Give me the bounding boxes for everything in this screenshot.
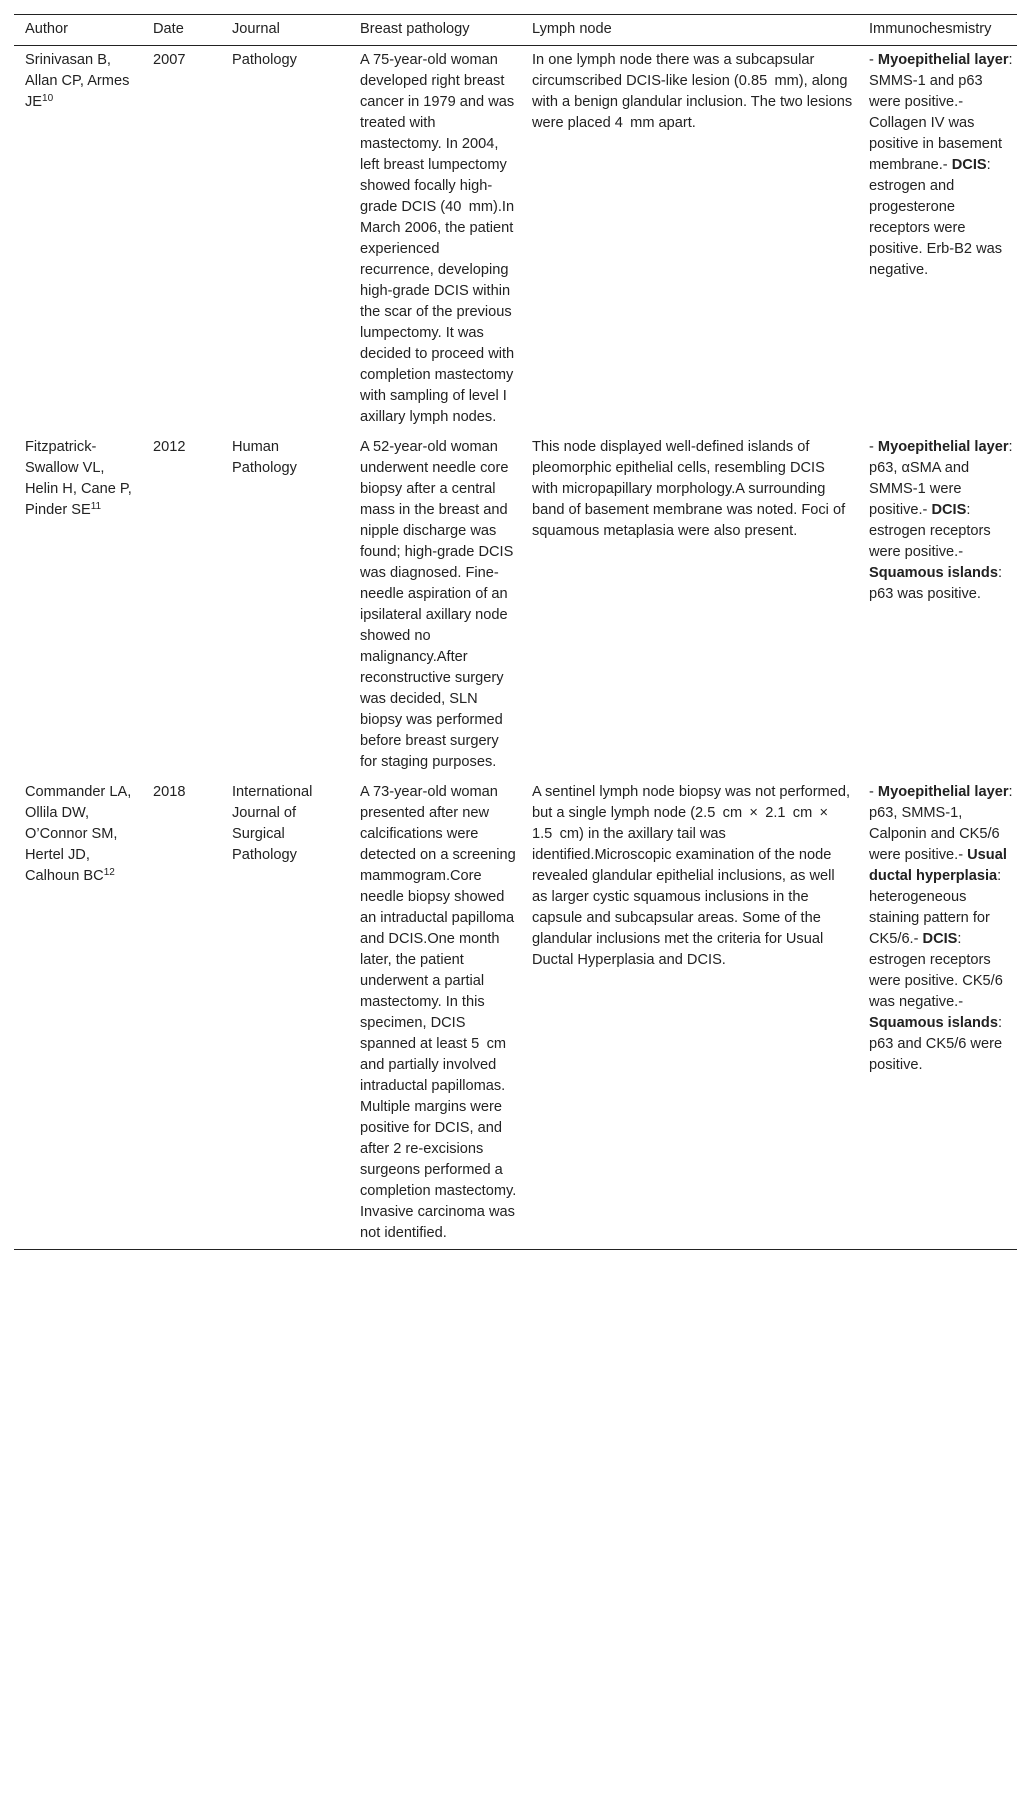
marker-label: Squamous islands (869, 1015, 998, 1031)
table-row (14, 778, 1017, 1250)
marker-label: Myoepithelial layer (877, 52, 1009, 68)
marker-text: : p63 and CK5/6 were positive. (869, 1015, 1003, 1073)
marker-label: Usual ductal hyperplasia (869, 847, 1007, 884)
marker-text: : SMMS-1 and p63 were positive.- Collagen IV was positive in basement membrane.- (869, 52, 1013, 173)
marker-label: Squamous islands (869, 565, 998, 581)
cell-journal: Pathology (232, 52, 297, 68)
header-breast-pathology: Breast pathology (349, 15, 521, 46)
marker-text: : estrogen receptors were positive. CK5/6 was negative.- (869, 931, 1003, 1010)
marker-text: : p63, αSMA and SMMS-1 were positive.- (869, 439, 1013, 518)
author-names: Srinivasan B, Allan CP, Armes JE (25, 52, 130, 110)
literature-table-container (14, 14, 1017, 1250)
marker-text: : estrogen receptors were positive.- (869, 502, 991, 560)
cell-breast-pathology: A 52-year-old woman underwent needle core biopsy after a central mass in the breast and nipple discharge was found; high-grade DCIS was diagnosed. Fine-needle aspiration of an ipsilateral axillary node showed no malignancy.After reconstructive surgery was decided, SLN biopsy was performed before breast surgery for staging purposes. (360, 439, 514, 770)
cell-author (14, 433, 142, 778)
reference-number: 10 (42, 93, 54, 104)
cell-author (14, 778, 142, 1250)
cell-breast-pathology: A 75-year-old woman developed right breast cancer in 1979 and was treated with mastectomy. In 2004, left breast lumpectomy showed focally high-grade DCIS (40 mm).In March 2006, the patient experienced recurrence, developing high-grade DCIS within the scar of the previous lumpectomy. It was decided to proceed with completion mastectomy with sampling of level I axillary lymph nodes. (360, 52, 515, 425)
cell-lymph-node: In one lymph node there was a subcapsular circumscribed DCIS-like lesion (0.85 mm), along with a benign glandular inclusion. The two lesions were placed 4 mm apart. (532, 52, 853, 131)
cell-immunochemistry: - Myoepithelial layer: p63, SMMS-1, Calponin and CK5/6 were positive.- Usual ductal hyperplasia: heterogeneous staining pattern for CK5/6.- DCIS: estrogen receptors were positive. CK5/6 was negative.- Squamous islands: p63 and CK5/6 were positive. (858, 778, 1017, 1250)
cell-lymph-node: This node displayed well-defined islands of pleomorphic epithelial cells, resembling DCIS with micropapillary morphology.A surrounding band of basement membrane was noted. Foci of squamous metaplasia were also present. (532, 439, 846, 539)
header-lymph-node: Lymph node (521, 15, 858, 46)
header-row (14, 15, 1017, 46)
table-row (14, 46, 1017, 434)
marker-text: : estrogen and progesterone receptors were positive. Erb-B2 was negative. (869, 157, 1003, 278)
header-date: Date (142, 15, 221, 46)
header-author: Author (14, 15, 142, 46)
literature-review-table (14, 14, 1017, 1250)
author-names: Commander LA, Ollila DW, O’Connor SM, Hertel JD, Calhoun BC (25, 784, 132, 884)
marker-label: DCIS (951, 157, 987, 173)
marker-text: : p63, SMMS-1, Calponin and CK5/6 were positive.- (869, 784, 1013, 863)
header-immunochemistry: Immunochesmistry (858, 15, 1017, 46)
cell-journal: International Journal of Surgical Pathology (221, 778, 349, 1250)
cell-author (14, 46, 142, 434)
cell-journal: Human Pathology (232, 439, 297, 476)
marker-text: : heterogeneous staining pattern for CK5/6.- (869, 868, 1002, 947)
table-header (14, 15, 1017, 46)
cell-date: 2007 (153, 52, 186, 68)
marker-text: : p63 was positive. (869, 565, 1003, 602)
cell-breast-pathology: A 73-year-old woman presented after new calcifications were detected on a screening mammogram.Core needle biopsy showed an intraductal papilloma and DCIS.One month later, the patient underwent a partial mastectomy. In this specimen, DCIS spanned at least 5 cm and partially involved intraductal papillomas. Multiple margins were positive for DCIS, and after 2 re-excisions surgeons performed a completion mastectomy. Invasive carcinoma was not identified. (349, 778, 521, 1250)
table-row (14, 433, 1017, 778)
reference-number: 11 (90, 501, 102, 512)
marker-label: Myoepithelial layer (877, 784, 1009, 800)
table-body (14, 46, 1017, 1250)
header-journal: Journal (221, 15, 349, 46)
cell-lymph-node: A sentinel lymph node biopsy was not performed, but a single lymph node (2.5 cm × 2.1 cm × 1.5 cm) in the axillary tail was identified.Microscopic examination of the node revealed glandular epithelial inclusions, as well as larger cystic squamous inclusions in the capsule and subcapsular areas. Some of the glandular inclusions met the criteria for Usual Ductal Hyperplasia and DCIS. (521, 778, 858, 1250)
marker-label: DCIS (931, 502, 967, 518)
cell-date: 2012 (153, 439, 186, 455)
cell-immunochemistry: - Myoepithelial layer: SMMS-1 and p63 were positive.- Collagen IV was positive in basement membrane.- DCIS: estrogen and progesterone receptors were positive. Erb-B2 was negative. (869, 52, 1013, 278)
marker-label: Myoepithelial layer (877, 439, 1009, 455)
author-names: Fitzpatrick-Swallow VL, Helin H, Cane P, Pinder SE (25, 439, 132, 518)
cell-date: 2018 (142, 778, 221, 1250)
cell-immunochemistry: - Myoepithelial layer: p63, αSMA and SMMS-1 were positive.- DCIS: estrogen receptors were positive.- Squamous islands: p63 was positive. (869, 439, 1013, 602)
marker-label: DCIS (922, 931, 958, 947)
reference-number: 12 (103, 867, 115, 878)
